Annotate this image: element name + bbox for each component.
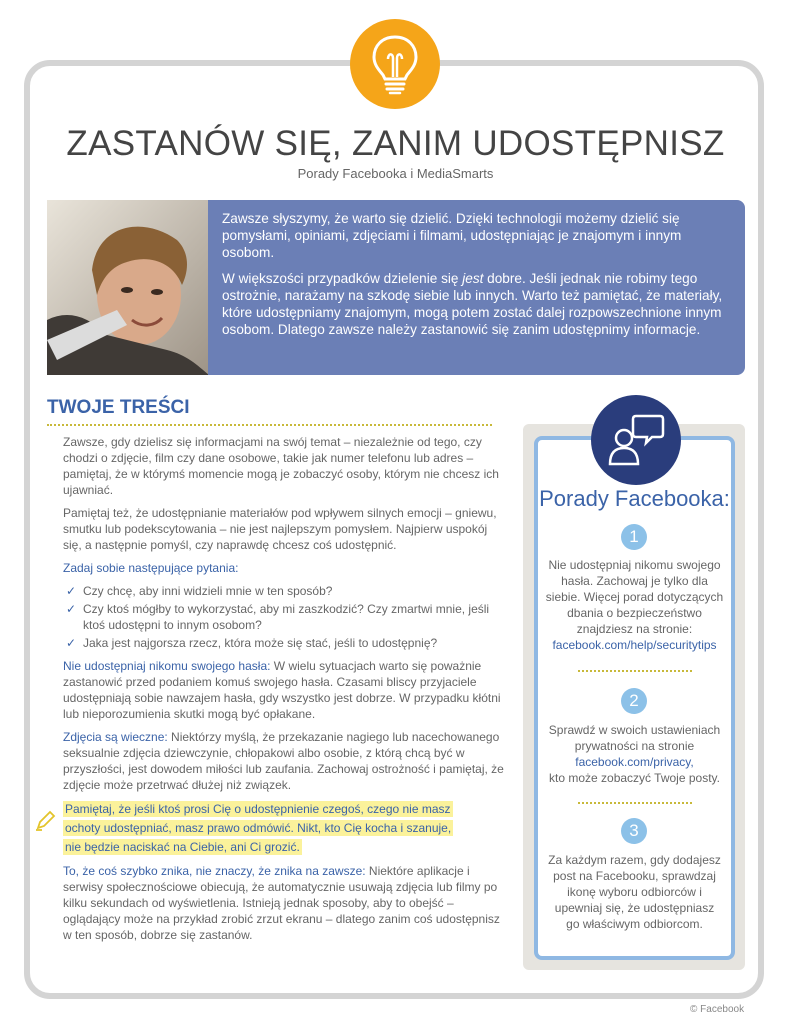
privacy-link[interactable]: facebook.com/privacy, [575, 755, 694, 769]
paragraph: Zawsze, gdy dzielisz się informacjami na swój temat – niezależnie od tego, czy chodzi o zdjęcie, film czy dane osobowe, takie jak numer telefonu lub adres – pamiętaj, że w którymś momencie mogą je zobaczyć osoby, którym nie chcesz ich ujawniać. [63, 435, 499, 497]
intro-box [208, 200, 745, 375]
page-title: ZASTANÓW SIĘ, ZANIM UDOSTĘPNISZ [66, 124, 725, 163]
copyright: © Facebook [690, 1004, 745, 1015]
section-title: TWOJE TREŚCI [47, 397, 190, 418]
pencil-icon [34, 810, 56, 837]
check-icon: ✓ [66, 602, 77, 616]
tip-1: Nie udostępniaj nikomu swojego hasła. Zachowaj je tylko dla siebie. Więcej porad dotyczących dbania o bezpieczeństwo znajdziesz na stronie: facebook.com/help/securitytips [545, 558, 724, 652]
security-tips-link[interactable]: facebook.com/help/securitytips [552, 638, 717, 652]
dotted-divider [47, 424, 492, 426]
paragraph: To, że coś szybko znika, nie znaczy, że znika na zawsze: Niektóre aplikacje i serwisy społecznościowe obiecują, że automatycznie usuwają zdjęcia lub filmy po kilku sekundach od wyświetlenia. Istnieją jednak sposoby, aby to obejść – oglądający może na przykład zrobić zrzut ekranu – dlatego zanim coś udostępnisz w ten sposób, dobrze się zastanów. [63, 864, 500, 942]
paragraph: Zdjęcia są wieczne: Niektórzy myślą, że przekazanie nagiego lub nacechowanego seksualnie zdjęcia dziewczynie, chłopakowi albo osobie, z którą chcą być w przyszłości, jest dowodem miłości lub zaufania. Zachowaj ostrożność i pamiętaj, że zdjęcie może przetrwać dłużej niż związek. [63, 730, 504, 792]
tip-3: Za każdym razem, gdy dodajesz post na Facebooku, sprawdzaj ikonę wyboru odbiorców i upewniaj się, że udostępniasz go właściwym odbiorcom. [548, 853, 721, 931]
tip-number-badge: 3 [621, 818, 647, 844]
list-item: ✓ Czy ktoś mógłby to wykorzystać, aby mi zaszkodzić? Czy zmartwi mnie, jeśli ktoś udostępni to innym osobom? [66, 602, 490, 632]
main-content [63, 434, 508, 950]
paragraph: Nie udostępniaj nikomu swojego hasła: W wielu sytuacjach warto się poważnie zastanowić przed podaniem komuś swojego hasła. Czasami bliscy przyjaciele udostępniają sobie nawzajem hasła, gdy wszystko jest dobrze. W przypadku kłótni lub nieporozumienia skutki mogą być opłakane. [63, 659, 501, 721]
check-icon: ✓ [66, 636, 77, 650]
tip-2: Sprawdź w swoich ustawieniach prywatności na stronie facebook.com/privacy, kto może zobaczyć Twoje posty. [548, 723, 721, 785]
chat-person-icon [591, 395, 681, 485]
tip-number-badge: 2 [621, 688, 647, 714]
lightbulb-icon [350, 19, 440, 109]
list-item: ✓ Czy chcę, aby inni widzieli mnie w ten sposób? [66, 584, 333, 598]
list-item: ✓ Jaka jest najgorsza rzecz, która może się stać, jeśli to udostępnię? [66, 636, 438, 650]
tip-number-badge: 1 [621, 524, 647, 550]
highlight-note: Pamiętaj, że jeśli ktoś prosi Cię o udostępnienie czegoś, czego nie masz ochoty udostępniać, masz prawo odmówić. Nikt, kto Cię kocha i szanuje, nie będzie naciskać na Ciebie, ani Ci grozić. [65, 802, 452, 854]
intro-paragraph-1: Zawsze słyszymy, że warto się dzielić. Dzięki technologii możemy dzielić się pomysłami, opiniami, zdjęciami i filmami, udostępniając je znajomym i innym osobom. [222, 211, 682, 260]
check-icon: ✓ [66, 584, 77, 598]
intro-paragraph-2: W większości przypadków dzielenie się jest dobre. Jeśli jednak nie robimy tego ostrożnie, narażamy na szkodę siebie lub innych. Warto też pamiętać, że materiały, które udostępniamy znajomym, mogą potem zostać dalej rozpowszechnione innym osobom. Dlatego zawsze należy zastanowić się zanim udostępnimy informacje. [222, 271, 723, 337]
sidebar-title: Porady Facebooka: [539, 486, 730, 511]
questions-list [63, 583, 508, 651]
paragraph: Pamiętaj też, że udostępnianie materiałów pod wpływem silnych emocji – gniewu, smutku lub podekscytowania – nie jest najlepszym pomysłem. Najpierw uspokój się, a następnie pomyśl, czy naprawdę chcesz coś udostępnić. [63, 506, 497, 552]
questions-heading: Zadaj sobie następujące pytania: [63, 561, 239, 575]
young-man-photo [47, 200, 209, 375]
dotted-divider [578, 670, 692, 672]
page-subtitle: Porady Facebooka i MediaSmarts [297, 166, 494, 181]
dotted-divider [578, 802, 692, 804]
